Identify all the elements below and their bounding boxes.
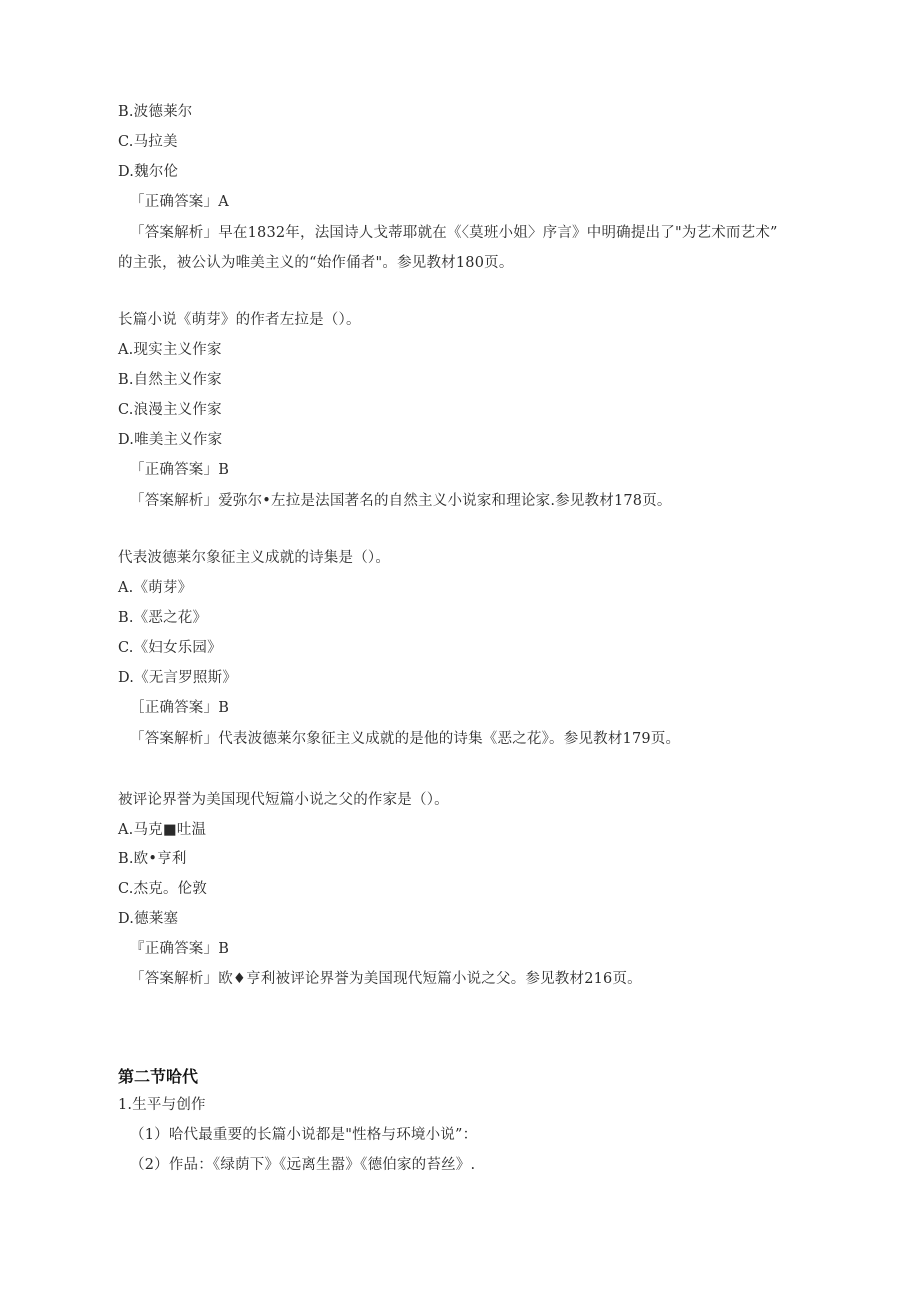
answer-analysis: 「答案解析」欧♦亨利被评论界誉为美国现代短篇小说之父。参见教材216页。 <box>130 971 642 987</box>
question-text: 被评论界誉为美国现代短篇小说之父的作家是（）。 <box>118 792 449 808</box>
correct-answer: 「正确答案」B <box>130 462 230 478</box>
option-d: D.《无言罗照斯》 <box>118 670 238 686</box>
question-text: 长篇小说《萌芽》的作者左拉是（）。 <box>118 312 361 328</box>
option-b: B.波德莱尔 <box>118 104 193 120</box>
option-d: D.德莱塞 <box>118 911 179 927</box>
option-b: B.《恶之花》 <box>118 610 208 626</box>
correct-answer: 『正确答案」B <box>130 941 230 957</box>
option-d: D.魏尔伦 <box>118 164 179 180</box>
option-d: D.唯美主义作家 <box>118 432 223 448</box>
option-c: C.《妇女乐园》 <box>118 640 222 656</box>
option-a: A.马克■吐温 <box>118 822 207 838</box>
correct-answer: 「正确答案」A <box>130 194 229 210</box>
section-heading: 第二节哈代 <box>118 1067 199 1086</box>
option-c: C.马拉美 <box>118 134 178 150</box>
option-c: C.浪漫主义作家 <box>118 402 222 418</box>
answer-analysis-continued: 的主张，被公认为唯美主义的“始作俑者"。参见教材180页。 <box>118 255 514 271</box>
sub-item: （1）哈代最重要的长篇小说都是"性格与环境小说”： <box>130 1127 478 1143</box>
option-b: B.自然主义作家 <box>118 372 222 388</box>
answer-analysis: 「答案解析」代表波德莱尔象征主义成就的是他的诗集《恶之花》。参见教材179页。 <box>130 731 681 747</box>
correct-answer: ［正确答案」B <box>130 700 230 716</box>
option-c: C.杰克。伦敦 <box>118 881 208 897</box>
answer-analysis: 「答案解析」爱弥尔•左拉是法国著名的自然主义小说家和理论家.参见教材178页。 <box>130 493 672 509</box>
answer-analysis: 「答案解析」早在1832年，法国诗人戈蒂耶就在《〈莫班小姐〉序言》中明确提出了"为艺术而艺术” <box>130 225 778 241</box>
list-item: 1.生平与创作 <box>118 1097 206 1113</box>
option-b: B.欧•亨利 <box>118 851 187 867</box>
option-a: A.现实主义作家 <box>118 342 222 358</box>
question-text: 代表波德莱尔象征主义成就的诗集是（）。 <box>118 550 391 566</box>
option-a: A.《萌芽》 <box>118 580 193 596</box>
sub-item: （2）作品：《绿荫下》《远离生嚣》《德伯家的苔丝》. <box>130 1157 476 1173</box>
